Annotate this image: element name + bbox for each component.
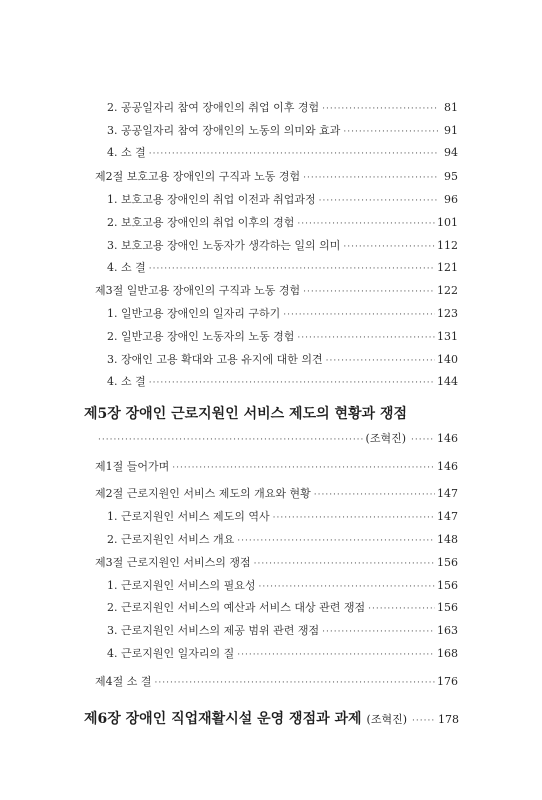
dot-leader xyxy=(314,488,435,502)
dot-leader xyxy=(322,102,438,116)
dot-leader xyxy=(155,676,436,690)
dot-leader xyxy=(297,217,435,231)
toc-entry-label: 4. 소 결 xyxy=(107,261,146,274)
toc-entry-page: 140 xyxy=(437,353,458,366)
dot-leader xyxy=(98,433,364,447)
toc-entry-label: 2. 근로지원인 서비스 개요 xyxy=(107,533,235,546)
dot-leader xyxy=(303,171,438,185)
toc-entry-label: 3. 보호고용 장애인 노동자가 생각하는 일의 의미 xyxy=(107,239,341,252)
toc-entry-label: 3. 공공일자리 참여 장애인의 노동의 의미와 효과 xyxy=(107,124,341,137)
toc-entry xyxy=(107,624,458,638)
dot-leader xyxy=(343,240,435,254)
toc-section-page: 122 xyxy=(437,284,458,297)
toc-entry xyxy=(107,193,458,207)
toc-entry-page: 121 xyxy=(437,261,458,274)
toc-section xyxy=(95,284,458,298)
toc-entry xyxy=(107,146,458,160)
author-name: (조혁진) xyxy=(365,432,406,445)
toc-entry-label: 1. 일반고용 장애인의 일자리 구하기 xyxy=(107,307,281,320)
toc-section-label: 제1절 들어가며 xyxy=(95,460,170,473)
toc-entry-label: 2. 근로지원인 서비스의 예산과 서비스 대상 관련 쟁점 xyxy=(107,601,366,614)
dot-leader xyxy=(412,712,436,730)
chapter-page: 146 xyxy=(437,432,458,445)
dot-leader xyxy=(343,125,438,139)
toc-section xyxy=(95,556,458,570)
dot-leader xyxy=(319,194,438,208)
toc-entry-page: 168 xyxy=(437,647,458,660)
toc-entry xyxy=(107,124,458,138)
toc-entry-label: 4. 소 결 xyxy=(107,375,146,388)
toc-entry-page: 147 xyxy=(437,510,458,523)
toc-entry xyxy=(107,579,458,593)
toc-entry xyxy=(107,261,458,275)
dot-leader xyxy=(411,433,435,447)
toc-section-page: 95 xyxy=(444,170,458,183)
toc-section-label: 제4절 소 결 xyxy=(95,675,152,688)
dot-leader xyxy=(172,461,435,475)
dot-leader xyxy=(283,308,435,322)
toc-section-page: 176 xyxy=(437,675,458,688)
toc-section-page: 146 xyxy=(437,460,458,473)
toc-entry-label: 4. 소 결 xyxy=(107,146,146,159)
toc-entry-label: 2. 일반고용 장애인 노동자의 노동 경험 xyxy=(107,330,295,343)
dot-leader xyxy=(303,285,435,299)
toc-entry-page: 163 xyxy=(437,624,458,637)
toc-section xyxy=(95,170,458,184)
toc-entry-page: 91 xyxy=(444,124,458,137)
toc-section-label: 제2절 보호고용 장애인의 구직과 노동 경험 xyxy=(95,170,301,183)
dot-leader xyxy=(149,262,435,276)
toc-section-label: 제3절 근로지원인 서비스의 쟁점 xyxy=(95,556,251,569)
toc-entry-page: 112 xyxy=(437,239,458,252)
author-name: (조혁진) xyxy=(366,713,408,726)
toc-entry-label: 3. 장애인 고용 확대와 고용 유지에 대한 의견 xyxy=(107,353,323,366)
chapter-heading-row xyxy=(84,710,458,728)
toc-entry-label: 3. 근로지원인 서비스의 제공 범위 관련 쟁점 xyxy=(107,624,320,637)
toc-section-label: 제2절 근로지원인 서비스 제도의 개요와 현황 xyxy=(95,487,311,500)
toc-entry xyxy=(107,601,458,615)
toc-entry xyxy=(107,353,458,367)
dot-leader xyxy=(297,331,435,345)
toc-entry xyxy=(107,510,458,524)
toc-entry-page: 156 xyxy=(437,579,458,592)
toc-entry xyxy=(107,239,458,253)
toc-entry-page: 131 xyxy=(437,330,458,343)
toc-entry xyxy=(107,533,458,547)
dot-leader xyxy=(326,354,435,368)
chapter-page: 178 xyxy=(438,713,460,726)
dot-leader xyxy=(368,602,435,616)
toc-section xyxy=(95,487,458,501)
toc-entry xyxy=(107,375,458,389)
chapter-title: 제5장 장애인 근로지원인 서비스 제도의 현황과 쟁점 xyxy=(84,406,407,422)
toc-entry-label: 2. 보호고용 장애인의 취업 이후의 경험 xyxy=(107,216,295,229)
dot-leader xyxy=(254,557,435,571)
toc-entry-page: 101 xyxy=(437,216,458,229)
toc-entry xyxy=(107,101,458,115)
dot-leader xyxy=(149,147,438,161)
toc-section xyxy=(95,675,458,689)
toc-entry xyxy=(107,216,458,230)
toc-section-page: 156 xyxy=(437,556,458,569)
toc-entry-page: 94 xyxy=(444,146,458,159)
toc-section-page: 147 xyxy=(437,487,458,500)
chapter-title: 제6장 장애인 직업재활시설 운영 쟁점과 과제 xyxy=(84,711,362,727)
toc-entry-page: 148 xyxy=(437,533,458,546)
dot-leader xyxy=(237,534,435,548)
toc-section-label: 제3절 일반고용 장애인의 구직과 노동 경험 xyxy=(95,284,301,297)
dot-leader xyxy=(273,511,435,525)
toc-entry xyxy=(107,647,458,661)
toc-entry-label: 1. 보호고용 장애인의 취업 이전과 취업과정 xyxy=(107,193,316,206)
toc-entry xyxy=(107,307,458,321)
toc-entry xyxy=(107,330,458,344)
dot-leader xyxy=(149,376,435,390)
toc-entry-label: 1. 근로지원인 서비스 제도의 역사 xyxy=(107,510,270,523)
toc-entry-page: 96 xyxy=(444,193,458,206)
toc-entry-label: 4. 근로지원인 일자리의 질 xyxy=(107,647,235,660)
dot-leader xyxy=(259,580,436,594)
chapter-author-row xyxy=(95,432,458,446)
toc-entry-label: 1. 근로지원인 서비스의 필요성 xyxy=(107,579,256,592)
dot-leader xyxy=(237,648,435,662)
dot-leader xyxy=(322,625,435,639)
toc-entry-page: 123 xyxy=(437,307,458,320)
toc-entry-page: 156 xyxy=(437,601,458,614)
toc-entry-label: 2. 공공일자리 참여 장애인의 취업 이후 경험 xyxy=(107,101,320,114)
toc-entry-page: 81 xyxy=(444,101,458,114)
toc-entry-page: 144 xyxy=(437,375,458,388)
toc-section xyxy=(95,460,458,474)
